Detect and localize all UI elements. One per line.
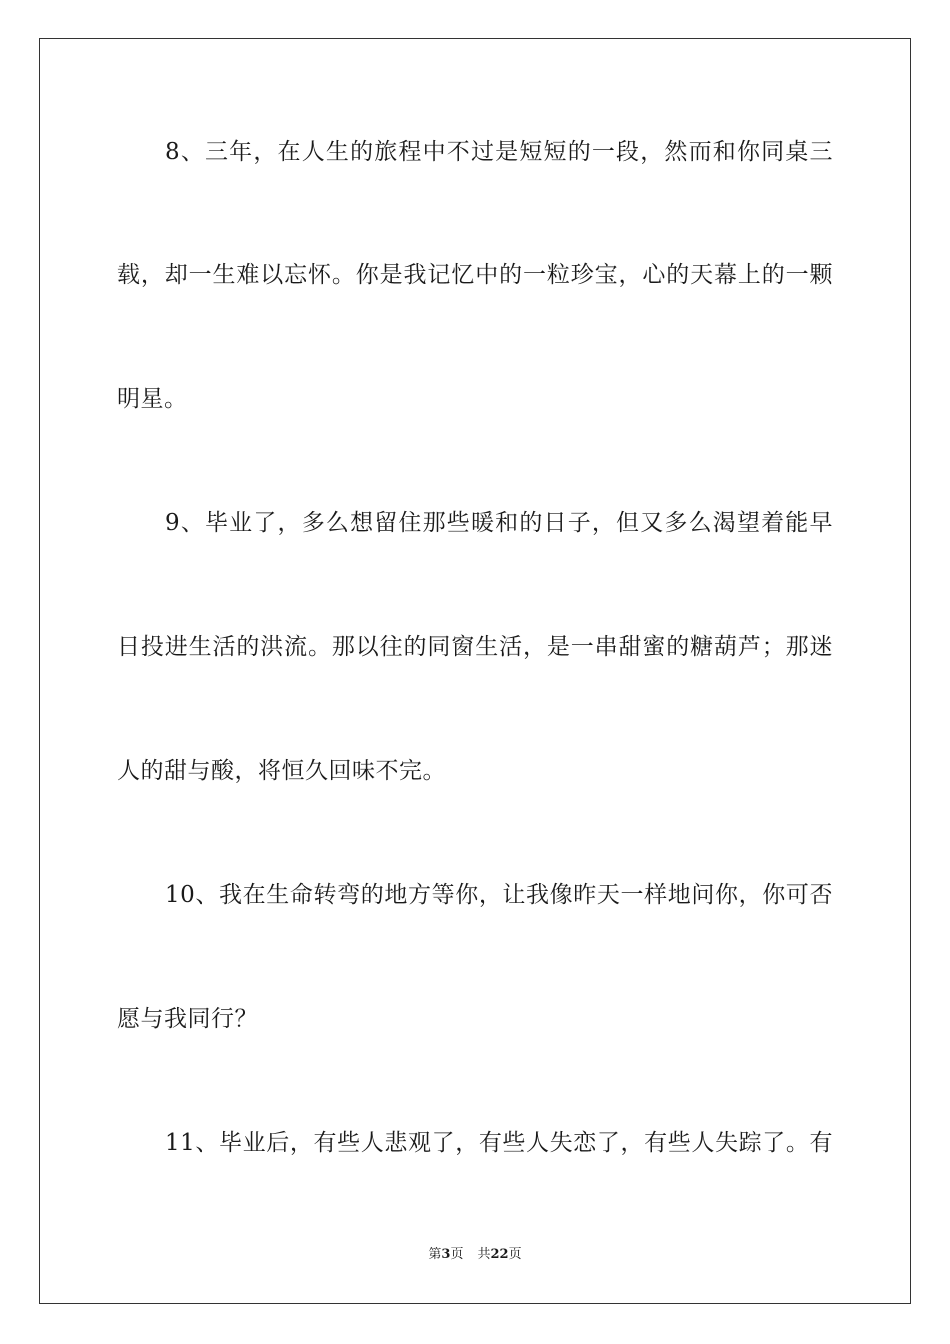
total-prefix: 共 <box>477 1247 491 1262</box>
paragraph-10-line-1: 10、我在生命转弯的地方等你，让我像昨天一样地问你，你可否 <box>165 882 833 908</box>
paragraph-10-line-2: 愿与我同行？ <box>117 1006 258 1032</box>
page-suffix: 页 <box>450 1247 464 1262</box>
paragraph-8-line-3: 明星。 <box>117 386 188 412</box>
total-pages: 22 <box>490 1247 509 1262</box>
page-prefix: 第 <box>428 1247 442 1262</box>
page-footer <box>0 1246 950 1264</box>
total-suffix: 页 <box>508 1247 522 1262</box>
paragraph-8-line-2: 载，却一生难以忘怀。你是我记忆中的一粒珍宝，心的天幕上的一颗 <box>117 262 833 288</box>
page-number: 3 <box>441 1247 451 1262</box>
page-border <box>39 38 911 1304</box>
paragraph-9-line-3: 人的甜与酸，将恒久回味不完。 <box>117 758 446 784</box>
paragraph-9-line-1: 9、毕业了，多么想留住那些暖和的日子，但又多么渴望着能早 <box>165 510 833 536</box>
paragraph-8-line-1: 8、三年，在人生的旅程中不过是短短的一段，然而和你同桌三 <box>165 139 833 165</box>
paragraph-11-line-1: 11、毕业后，有些人悲观了，有些人失恋了，有些人失踪了。有 <box>165 1130 833 1156</box>
paragraph-9-line-2: 日投进生活的洪流。那以往的同窗生活，是一串甜蜜的糖葫芦；那迷 <box>117 634 833 660</box>
